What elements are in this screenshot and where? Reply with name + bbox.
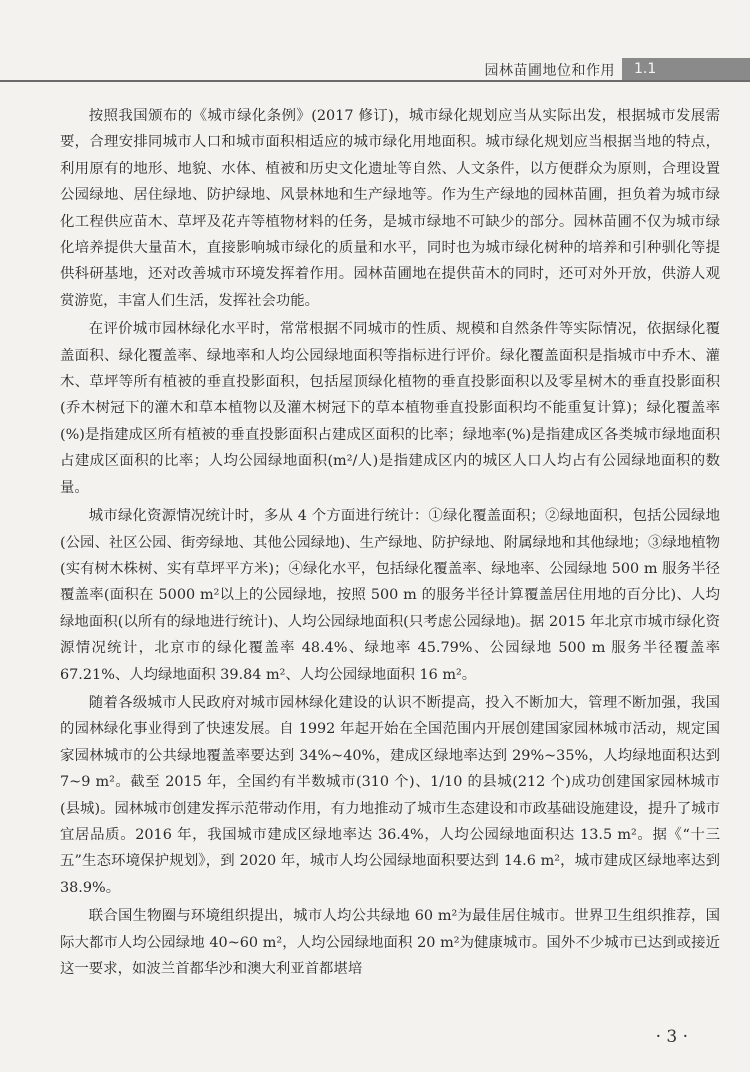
running-header (0, 58, 750, 82)
header-rule (0, 80, 750, 82)
paragraph: 城市绿化资源情况统计时，多从 4 个方面进行统计：①绿化覆盖面积；②绿地面积，包括公园绿地(公园、社区公园、街旁绿地、其他公园绿地)、生产绿地、防护绿地、附属绿地和其他绿地；③绿地植物(实有树木株树、实有草坪平方米)；④绿化水平，包括绿化覆盖率、绿地率、公园绿地 500 m 服务半径覆盖率(面积在 5000 m²以上的公园绿地，按照 500 m 的服务半径计算覆盖居住用地的百分比)、人均绿地面积(以所有的绿地进行统计)、人均公园绿地面积(只考虑公园绿地)。据 2015 年北京市城市绿化资源情况统计，北京市的绿化覆盖率 48.4%、绿地率 45.79%、公园绿地 500 m 服务半径覆盖率 67.21%、人均绿地面积 39.84 m²、人均公园绿地面积 16 m²。 (60, 508, 720, 683)
body-text (60, 103, 720, 984)
section-number-tab: 1.1 (622, 58, 750, 80)
running-header-title: 园林苗圃地位和作用 (484, 63, 615, 79)
paragraph: 在评价城市园林绿化水平时，常常根据不同城市的性质、规模和自然条件等实际情况，依据绿化覆盖面积、绿化覆盖率、绿地率和人均公园绿地面积等指标进行评价。绿化覆盖面积是指城市中乔木、灌木、草坪等所有植被的垂直投影面积，包括屋顶绿化植物的垂直投影面积以及零星树木的垂直投影面积(乔木树冠下的灌木和草本植物以及灌木树冠下的草本植物垂直投影面积均不能重复计算)；绿化覆盖率(%)是指建成区所有植被的垂直投影面积占建成区面积的比率；绿地率(%)是指建成区各类城市绿地面积占建成区面积的比率；人均公园绿地面积(m²/人)是指建成区内的城区人口人均占有公园绿地面积的数量。 (60, 321, 720, 496)
paragraph: 随着各级城市人民政府对城市园林绿化建设的认识不断提高，投入不断加大，管理不断加强，我国的园林绿化事业得到了快速发展。自 1992 年起开始在全国范围内开展创建国家园林城市活动，规定国家园林城市的公共绿地覆盖率要达到 34%~40%，建成区绿地率达到 29%~35%，人均绿地面积达到 7~9 m²。截至 2015 年，全国约有半数城市(310 个)、1/10 的县城(212 个)成功创建国家园林城市(县城)。园林城市创建发挥示范带动作用，有力地推动了城市生态建设和市政基础设施建设，提升了城市宜居品质。2016 年，我国城市建成区绿地率达 36.4%，人均公园绿地面积达 13.5 m²。据《“十三五”生态环境保护规划》，到 2020 年，城市人均公园绿地面积要达到 14.6 m²，城市建成区绿地率达到 38.9%。 (60, 694, 720, 896)
paragraph: 按照我国颁布的《城市绿化条例》(2017 修订)，城市绿化规划应当从实际出发，根据城市发展需要，合理安排同城市人口和城市面积相适应的城市绿化用地面积。城市绿化规划应当根据当地的特点，利用原有的地形、地貌、水体、植被和历史文化遗址等自然、人文条件，以方便群众为原则，合理设置公园绿地、居住绿地、防护绿地、风景林地和生产绿地等。作为生产绿地的园林苗圃，担负着为城市绿化工程供应苗木、草坪及花卉等植物材料的任务，是城市绿地不可缺少的部分。园林苗圃不仅为城市绿化培养提供大量苗木，直接影响城市绿化的质量和水平，同时也为城市绿化树种的培养和引种驯化等提供科研基地，还对改善城市环境发挥着作用。园林苗圃地在提供苗木的同时，还可对外开放，供游人观赏游览，丰富人们生活，发挥社会功能。 (60, 108, 720, 309)
paragraph: 联合国生物圈与环境组织提出，城市人均公共绿地 60 m²为最佳居住城市。世界卫生组织推荐，国际大都市人均公园绿地 40~60 m²，人均公园绿地面积 20 m²为健康城市。国外不少城市已达到或接近这一要求，如波兰首都华沙和澳大利亚首都堪培 (60, 908, 720, 977)
page-number: · 3 · (655, 1027, 688, 1047)
